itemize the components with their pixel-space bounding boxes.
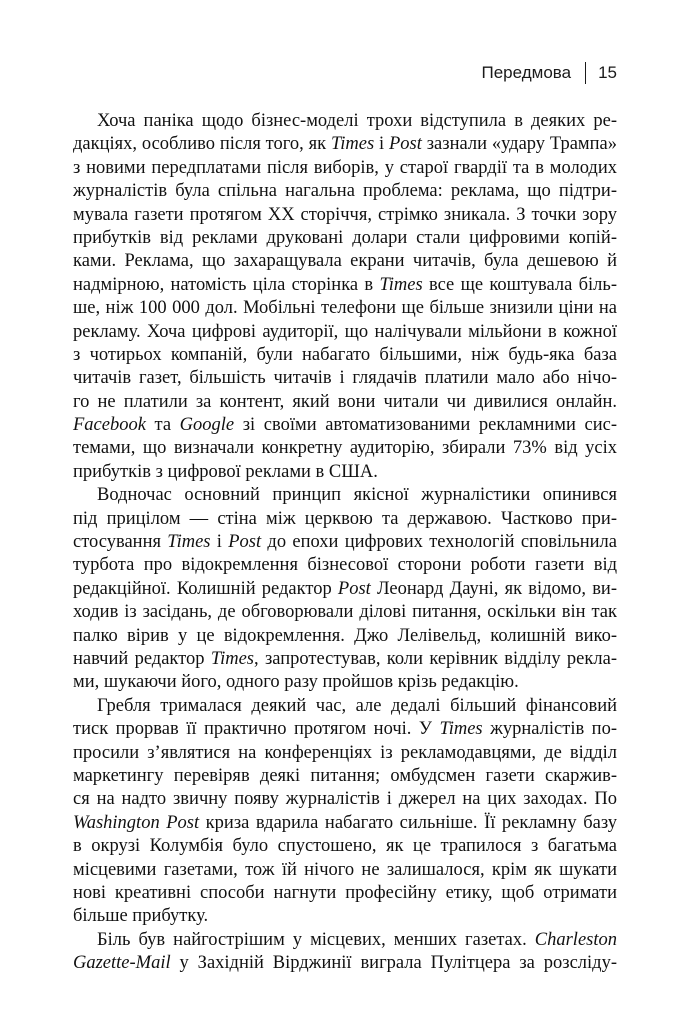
text-line: Gazette-Mail у Західній Вірджинії виграла Пулітцера за розсліду-	[73, 953, 617, 974]
text-line: ми, шукаючи його, одного разу пройшов крізь редакцію.	[73, 672, 519, 693]
paragraph	[73, 110, 617, 484]
text-line: Гребля трималася деякий час, але дедалі більший фінансовий	[97, 695, 617, 716]
text-line: ся на надто звичну появу журналістів і джерел на цих заходах. По	[73, 789, 617, 810]
paragraph	[73, 484, 617, 695]
italic-title: Post	[389, 134, 422, 155]
italic-title: Times	[210, 648, 254, 669]
italic-title: Washington Post	[73, 812, 200, 833]
text-line: редакційної. Колишній редактор Post Леонард Дауні, як відомо, ви-	[73, 578, 617, 599]
text-line: мувала газети протягом XX сторіччя, стрімко зникала. З точки зору	[73, 204, 617, 225]
text-line: більше прибутку.	[73, 906, 209, 927]
text-line: тиск прорвав її практично протягом ночі. У Times журналістів по-	[73, 719, 617, 740]
text-line: дакціях, особливо після того, як Times і Post зазнали «удару Трампа»	[73, 134, 618, 155]
text-line: нові креативні способи нагнути професійну етику, щоб отримати	[73, 882, 617, 903]
italic-title: Charleston	[534, 929, 617, 950]
text-line: Facebook та Google зі своїми автоматизованими рекламними сис-	[73, 415, 617, 436]
text-line: турбота про відокремлення бізнесової сторони роботи газети від	[73, 555, 617, 576]
italic-title: Times	[379, 274, 423, 295]
italic-title: Post	[337, 578, 371, 599]
text-line: стосування Times і Post до епохи цифрових технологій сповільнила	[73, 532, 617, 553]
paragraph	[73, 695, 617, 929]
page-number: 15	[598, 63, 617, 82]
text-line: Біль був найгострішим у місцевих, менших газетах. Charleston	[97, 929, 617, 950]
text-line: го не платили за контент, який вони читали чи дивилися онлайн.	[73, 391, 617, 412]
text-line: ходив із засідань, де обговорювали ділові питання, оскільки він так	[73, 602, 617, 623]
text-line: Хоча паніка щодо бізнес-моделі трохи відступила в деяких ре-	[97, 111, 617, 131]
italic-title: Post	[228, 532, 262, 553]
text-line: під прицілом — стіна між церквою та державою. Частково при-	[73, 508, 617, 529]
body-text	[73, 110, 617, 975]
italic-title: Times	[330, 134, 375, 155]
italic-title: Times	[167, 532, 211, 553]
text-line: прибутків від реклами друковані долари стали цифровими копій-	[73, 227, 617, 248]
text-line: журналістів була спільна нагальна проблема: реклама, що підтри-	[73, 181, 617, 202]
text-line: палко вірив у це відокремлення. Джо Лелівельд, колишній вико-	[73, 625, 617, 646]
italic-title: Google	[179, 415, 235, 436]
text-line: з чотирьох компаній, були набагато більшими, ніж будь-яка база	[73, 344, 617, 365]
italic-title: Facebook	[73, 415, 146, 436]
text-line: темами, що визначали конкретну аудиторію, збирали 73% від усіх	[73, 438, 617, 459]
text-line: маркетингу перевіряв деякі питання; омбудсмен газети скаржив-	[73, 765, 617, 786]
text-line: з новими передплатами після виборів, у старої гвардії та в молодих	[73, 157, 617, 178]
running-header	[482, 62, 618, 84]
paragraph	[73, 929, 617, 976]
text-line: ками. Реклама, що захаращувала екрани читачів, була дешевою й	[73, 251, 617, 272]
italic-title: Gazette-Mail	[73, 953, 171, 974]
text-line: місцевими газетами, тож їй нічого не залишалося, крім як шукати	[73, 859, 617, 880]
header-divider	[585, 62, 586, 84]
text-line: ше, ніж 100 000 дол. Мобільні телефони ще більше знизили ціни на	[73, 298, 617, 319]
text-line: просили з’являтися на конференціях із рекламодавцями, де відділ	[73, 742, 617, 763]
text-line: навчий редактор Times, запротестував, коли керівник відділу рекла-	[73, 648, 617, 669]
text-line: надмірною, натомість ціла сторінка в Times все ще коштувала біль-	[73, 274, 617, 295]
text-line: Водночас основний принцип якісної журналістики опинився	[97, 485, 617, 506]
text-line: Washington Post криза вдарила набагато сильніше. Її рекламну базу	[73, 812, 617, 833]
text-line: рекламу. Хоча цифрові аудиторії, що налічували мільйони в кожної	[73, 321, 617, 342]
section-title: Передмова	[481, 63, 572, 82]
text-line: читачів газет, більшість читачів і глядачів платили мало або нічо-	[73, 368, 617, 389]
text-line: прибутків з цифрової реклами в США.	[73, 461, 378, 482]
italic-title: Times	[439, 719, 483, 740]
text-line: в окрузі Колумбія було спустошено, як це трапилося з багатьма	[73, 836, 617, 857]
